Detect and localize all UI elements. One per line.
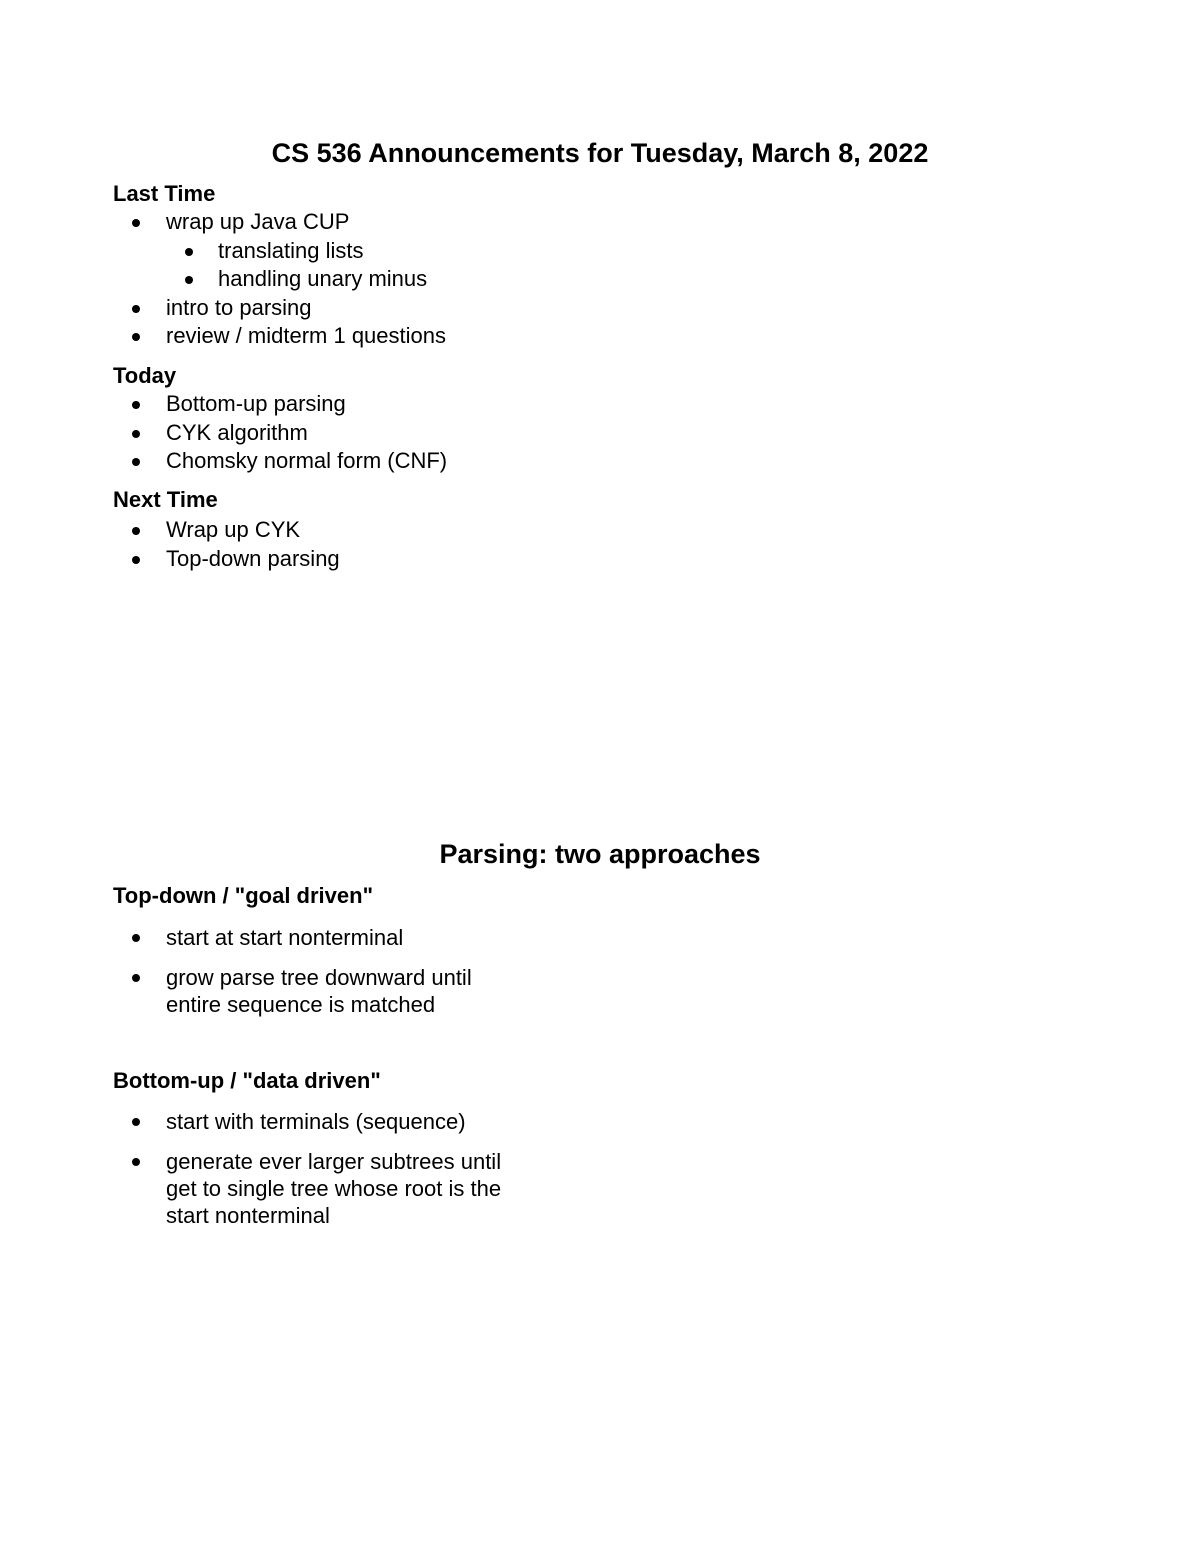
list-item	[0, 1148, 501, 1229]
top-down-heading: Top-down / "goal driven"	[113, 883, 373, 908]
last-time-list	[0, 208, 446, 351]
list-item: wrap up Java CUP	[0, 208, 446, 237]
list-item	[0, 924, 472, 951]
list-item: intro to parsing	[0, 294, 446, 323]
list-item: handling unary minus	[0, 265, 446, 294]
announcements-title: CS 536 Announcements for Tuesday, March 8, 2022	[271, 138, 929, 168]
parsing-title: Parsing: two approaches	[439, 839, 761, 869]
last-time-heading: Last Time	[113, 181, 216, 206]
list-item: review / midterm 1 questions	[0, 322, 446, 351]
list-item: translating lists	[0, 237, 446, 266]
bottom-up-heading: Bottom-up / "data driven"	[113, 1068, 381, 1093]
today-heading: Today	[113, 363, 177, 388]
list-item-line: start at start nonterminal	[166, 925, 404, 950]
list-item-line: grow parse tree downward until	[166, 965, 472, 990]
list-item-line: get to single tree whose root is the	[166, 1176, 502, 1201]
next-time-list	[0, 516, 340, 573]
list-item-line: entire sequence is matched	[166, 992, 436, 1017]
today-list	[0, 390, 447, 476]
top-down-list	[0, 924, 472, 1031]
bottom-up-list	[0, 1108, 501, 1242]
list-item	[0, 1108, 501, 1135]
list-item-line: generate ever larger subtrees until	[166, 1149, 502, 1174]
list-item: Top-down parsing	[0, 545, 340, 574]
list-item-line: start nonterminal	[166, 1203, 330, 1228]
list-item: Chomsky normal form (CNF)	[0, 447, 447, 476]
next-time-heading: Next Time	[113, 487, 218, 512]
list-item: CYK algorithm	[0, 419, 447, 448]
list-item	[0, 964, 472, 1018]
list-item: Bottom-up parsing	[0, 390, 447, 419]
list-item: Wrap up CYK	[0, 516, 340, 545]
list-item-line: start with terminals (sequence)	[166, 1109, 466, 1134]
